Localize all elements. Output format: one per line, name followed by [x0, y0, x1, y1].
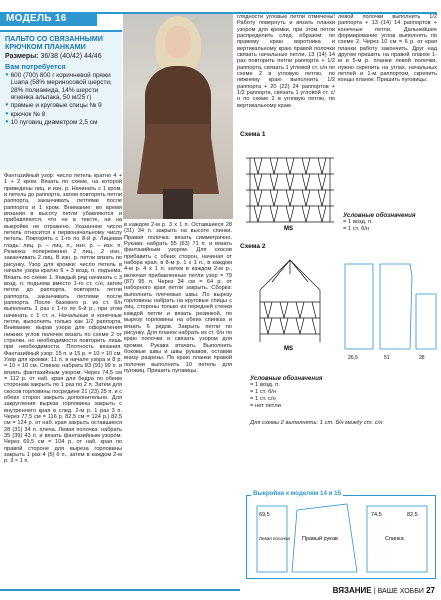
legend-1: Условные обозначения = 1 возд. п. = 1 ст. б/н — [343, 212, 416, 232]
scheme-1-diagram — [240, 140, 340, 232]
pattern-pieces-top — [340, 254, 440, 364]
bullet-icon: ● — [5, 119, 9, 126]
material-item: ● 10 пуговиц диаметром 2,5 см — [5, 119, 98, 127]
svg-text:26,5: 26,5 — [348, 355, 358, 361]
instructions-column-3: глядности угловые петли отмечены! Работу повернуть и вязать планки узором для кромки, при этом петли распределить след. образом: по правому краю воротника и вертикальному краю правой полочки связать начальные петли, 13 (14) 14 раз повторить петли раппорта + 1/2 раппорта, связать 1 угловой ст. с/н по схеме 2 в угловую петлю, по нижнему краю выполнить 1/2 раппорта + 20 (22) 24 раппортов + 1/2 раппорта, связать 1 угловой ст. с/н по схеме 2 в угловую петлю, по вертикальному краю — [237, 14, 335, 109]
svg-text:82,5: 82,5 — [407, 512, 418, 518]
model-photo — [123, 14, 233, 219]
svg-text:69,5: 69,5 — [259, 512, 270, 518]
page-footer — [0, 585, 441, 600]
ms-label: MS — [284, 226, 293, 232]
material-item: ● прямые и круговые спицы № 9 — [5, 102, 102, 110]
bullet-icon: ● — [5, 110, 9, 117]
svg-text:Левая полочка: Левая полочка — [259, 536, 290, 541]
scheme-1-title: Схема 1 — [240, 131, 266, 138]
svg-text:74,5: 74,5 — [371, 512, 382, 518]
garment-title: ПАЛЬТО СО СВЯЗАННЫМИ КРЮЧКОМ ПЛАНКАМИ — [5, 34, 103, 51]
sizes-line: Размеры: 36/38 (40/42) 44/46 — [5, 53, 102, 60]
page-number: 27 — [426, 586, 435, 595]
svg-text:28: 28 — [419, 355, 425, 361]
svg-text:51: 51 — [384, 355, 390, 361]
scheme-note: Для схемы 2 выполнять: 1 ст. б/н между ст. с/н — [250, 420, 383, 426]
instructions-column-1: Фантазийный узор: число петель кратно 4 + 1 + 2 кром. Вязать по схеме, на которой приведены лиц. и изн. р. Начинать с 1 кром. и петель до раппорта, затем повторять петли раппорта, заканчивать петлями после раппорта и 1 кром. Внимание: во время вязания в высоту петли убавляются и прибавляются, что не в тексте, ни на выкройке не отражено. Указанное число петель относится к первоначальному числу петель. Повторять с 1-го по 8-й р. Лицевая гладь: лиц. р. – лиц. п., изн. р. – изн. п. Резинка: попеременно 2 лиц., 2 изн., заканчивать 2 лиц. В изн. р. петли вязать по рисунку. Узор для кромки: число петель в начале узора кратно 6 + 3 возд. п. подъема. Вязать по схеме 1. Каждый ряд начинать с 3 возд. п. подъема вместо 1-го ст. с/н, затем петли до раппорта, повторять петли раппорта, заканчивать петлями после раппорта. После базового р. из ст. б/н выполнить 1 раз с 1-го по 6-й р., при этом начинать с 1 ст. н. Начальные и конечные петли, выполнять только как 1/2 раппорта. Внимание: вырав узора для оформления нижних углов полочек вязать по схеме 2 от стрелки, но необходимости повторить лишь при необходимости. Плотность вязания. Фантазийный узор: 15 п. и 15 р. = 10 × 10 см. Узор для кромки: 11 п. в начале узора и 8 р. = 10 × 10 см. Спинка: набрать 83 (91) 99 п. и вязать фантазийным узором. Через 74,5 см = 112 р. от наб. края для бедра по обеим сторонам закрыть по 1 раз по 2 п. Затем для скосов горловины посредине 21 (23) 25 п. и с обеих сторон закрыть дополнительно. Для закругления выреза горловины закрыть с внутреннего края в след. 2-м р. 1 раз 3 п. Через 77,5 см = 116 р. 82,5 см = 124 р.) 82,5 см = 124 р. от наб. края закрыть оставшиеся 28 (31) 34 п. плеча. Левая полочка: набрать 35 (39) 43 п. и вязать фантазийным узором. Через 69,5 см = 104 р. от наб. края по правой стороне для выреза горловины закрыть 1 раз 4 (5) 6 п., затем в каждом 2-м р. 3 × 1 п. — [4, 173, 122, 465]
magazine-brand: ВЯЗАНИЕ | ВАШЕ ХОББИ 27 — [332, 586, 435, 595]
pattern-box — [246, 490, 436, 579]
page-header — [0, 0, 441, 12]
pattern-pieces-diagram — [247, 496, 435, 578]
bullet-icon: ● — [5, 71, 9, 78]
scheme-2-title: Схема 2 — [240, 243, 266, 250]
pattern-box-title: Выкройки к моделям 14 и 15 — [253, 490, 342, 497]
model-label: МОДЕЛЬ 16 — [0, 12, 97, 26]
instructions-column-4: левой полочки выполнить 1/2 раппорта + 13 (14) 14 раппортов + конечные петли. Дальнейшее формирование углов выполнять по схеме 2. Через 10 см = 6 р. от края планки работу закончить. Друг над другом пришить на правой планке 1-м и 5-м р. планки левой полочки, нужно скрепить на углах, начальных петлей и 1-м раппортом, скрепить концы планок. Пришить пуговицы. — [338, 14, 437, 84]
svg-text:MS: MS — [284, 346, 293, 352]
instructions-column-2: в каждом 2-м р. 3 х 1 п. Оставшиеся 28 (31) 34 п. закрыть на высоте спинки. Правая полочка: вязать симметрично. Рукава: набрать 55 (63) 71 п. и вязать фантазийным узором. Для скосов прибавить с обеих сторон, начиная от набора края, в 8-м р. 1 х 1 п., в каждом 4-м р. 4 х 1 п. затем в каждом 2-м р., включая прибавленные петли узор = 79 (87) 95 п. Через 34 см = 64 р. от наборного края петли закрыть. Сборка: выполнить плечевые швы. По вырезу горловины набрать на круговые спицы с лиц. стороны только из передней стенки каждой петли и вязать резинкой, по вырезу горловины на обеих спинках и вязать 6 рядов. Закрыть петли по рисунку. Для планок набрать из ст. б/н по краю полочки и связать узором для кромки. Рукава втачать. Выполнить боковые швы и швы рукавов, оставив внизу разрезы. По краю планки правой полочки выполнить 10 петель для пуговиц. Пришить пуговицы. — [124, 222, 232, 374]
material-item: ● крючок № 8 — [5, 110, 46, 118]
materials-heading: Вам потребуется — [5, 62, 66, 72]
info-box — [0, 30, 122, 170]
scheme-2-diagram — [240, 252, 340, 352]
bullet-icon: ● — [5, 102, 9, 109]
material-item: ● 600 (700) 800 г коричневой пряжи Luana (58% мериносовой шерсти, 28% полиамида, 14% шерсти ягненка альпака, 50 м/25 г) — [5, 71, 112, 102]
legend-2: Условные обозначения = 1 возд. п. = 1 ст. б/н = 1 ст. с/н = нет петли — [250, 375, 323, 409]
svg-text:Спинка: Спинка — [385, 536, 404, 542]
svg-text:Правый рукав: Правый рукав — [302, 536, 338, 542]
